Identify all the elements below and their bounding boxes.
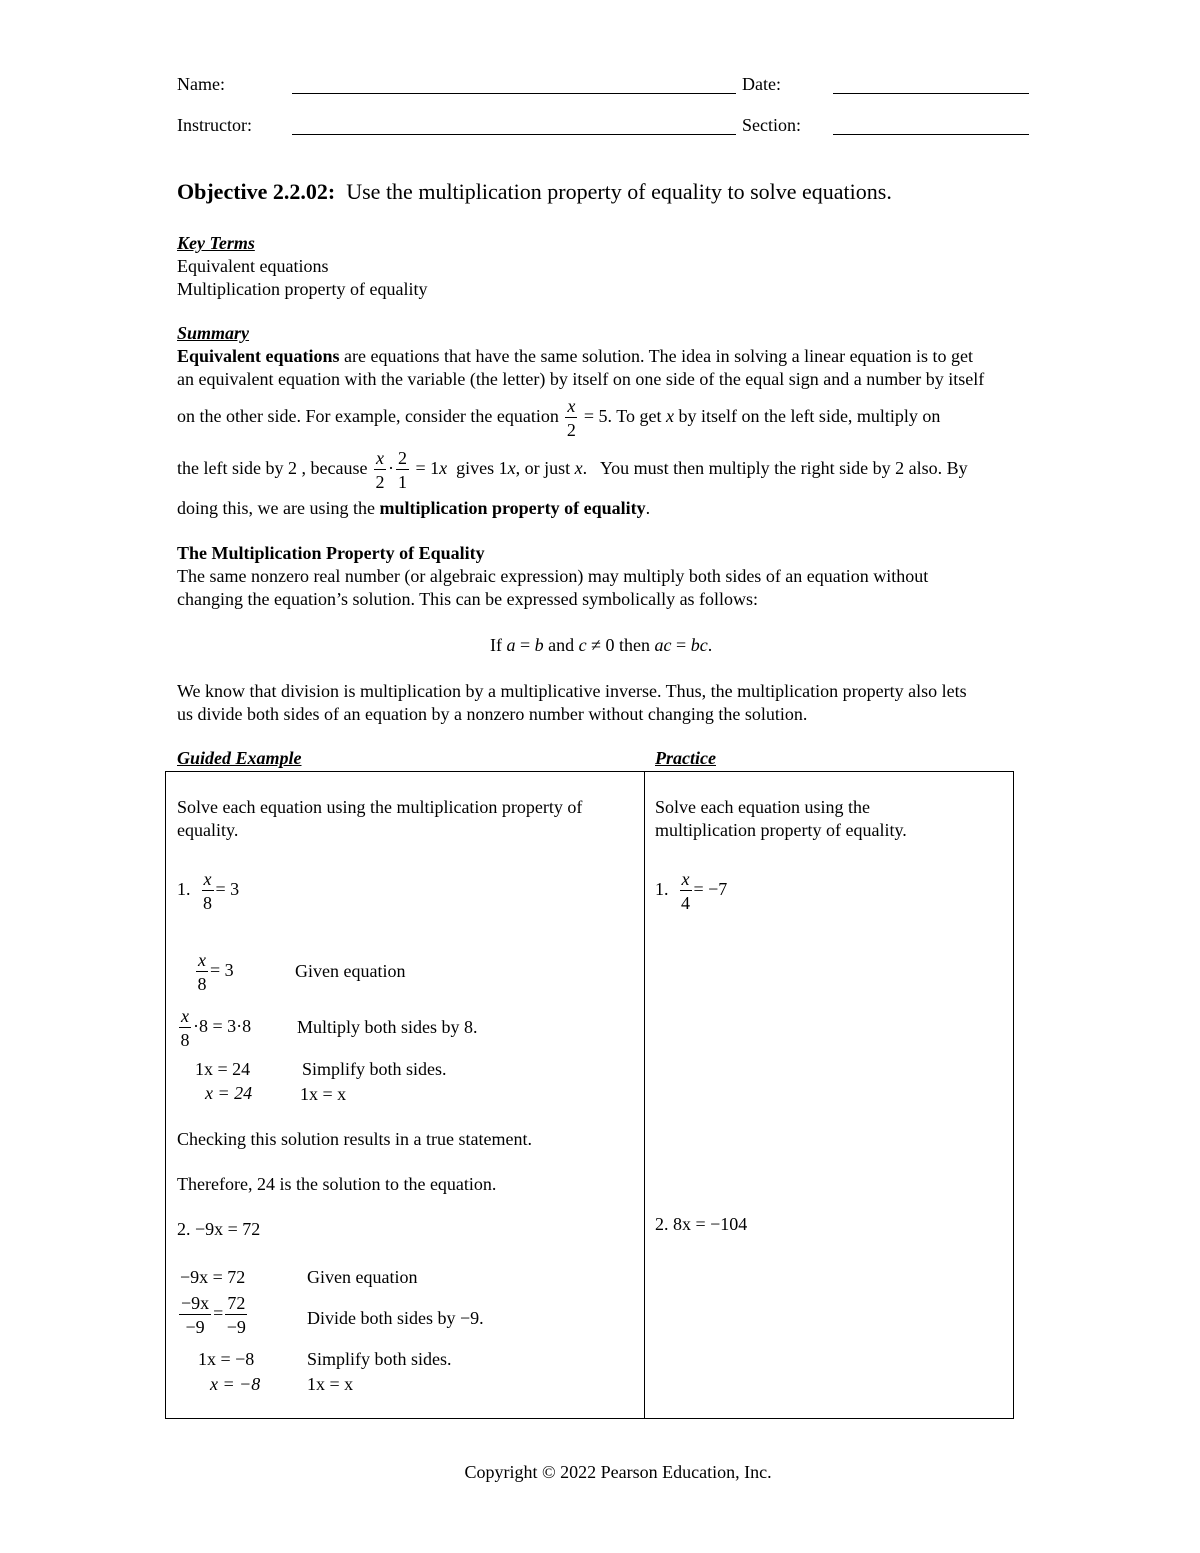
practice-intro-line-1: Solve each equation using the	[655, 797, 870, 817]
key-terms-heading: Key Terms	[177, 233, 255, 253]
frac-den: 2	[566, 420, 576, 440]
guided-step-5-note: Given equation	[307, 1267, 418, 1287]
frac-num: x	[198, 950, 206, 970]
summary-text: = 1	[415, 458, 440, 479]
practice-intro-line-2: multiplication property of equality.	[655, 820, 907, 840]
fraction-x-over-2	[374, 449, 386, 491]
division-para-line-1: We know that division is multiplication by a multiplicative inverse. Thus, the multiplication property also lets	[177, 681, 967, 701]
frac-num: x	[375, 448, 384, 468]
equation-rhs: = 3	[210, 960, 234, 981]
guided-step-2	[177, 1007, 251, 1049]
summary-heading: Summary	[177, 323, 250, 343]
formula-text: then	[619, 635, 651, 655]
fraction-x-over-4	[680, 870, 692, 912]
guided-check-text: Checking this solution results in a true statement.	[177, 1129, 532, 1149]
name-label: Name:	[177, 74, 225, 94]
guided-step-8: x = −8	[210, 1374, 261, 1394]
name-field[interactable]	[292, 93, 736, 94]
guided-step-7: 1x = −8	[198, 1349, 255, 1369]
period: .	[645, 498, 651, 518]
practice-heading: Practice	[655, 748, 716, 768]
formula-text: If	[490, 635, 502, 655]
instructor-field[interactable]	[292, 134, 736, 135]
guided-step-8-note: 1x = x	[307, 1374, 354, 1394]
frac-num: x	[203, 869, 212, 889]
summary-line-5	[177, 497, 650, 520]
frac-den: 8	[197, 974, 207, 994]
property-line-1: The same nonzero real number (or algebraic expression) may multiply both sides of an equation without	[177, 566, 929, 586]
guided-intro-line-1: Solve each equation using the multiplication property of	[177, 797, 583, 817]
summary-line-3	[177, 397, 940, 439]
division-para-line-2: us divide both sides of an equation by a nonzero number without changing the solution.	[177, 704, 808, 724]
frac-num: x	[181, 1006, 189, 1026]
formula-text: and	[548, 635, 575, 655]
practice-problem-1	[655, 870, 727, 912]
guided-intro-line-2: equality.	[177, 820, 239, 840]
equation-rhs: ·8 = 3·8	[193, 1016, 252, 1037]
objective	[177, 179, 892, 205]
guided-step-4: x = 24	[205, 1083, 253, 1103]
fraction-x-over-2	[565, 397, 577, 439]
summary-line-2: an equivalent equation with the variable (the letter) by itself on one side of the equal sign and a number by itself	[177, 369, 985, 389]
guided-step-7-note: Simplify both sides.	[307, 1349, 452, 1369]
fraction-x-over-8	[202, 870, 214, 912]
frac-den: 8	[203, 893, 212, 913]
objective-text: Use the multiplication property of equality to solve equations.	[346, 179, 892, 204]
guided-problem-2: 2. −9x = 72	[177, 1219, 261, 1239]
summary-text: gives 1	[456, 458, 508, 479]
guided-step-3: 1x = 24	[195, 1059, 251, 1079]
key-term-item: Multiplication property of equality	[177, 279, 428, 299]
guided-step-6-note: Divide both sides by −9.	[307, 1308, 484, 1328]
practice-answer-area-2[interactable]	[655, 1245, 1000, 1405]
guided-step-2-note: Multiply both sides by 8.	[297, 1017, 478, 1037]
fraction-x-over-8	[196, 951, 208, 993]
guided-problem-1	[177, 870, 239, 912]
summary-text: on the other side. For example, consider the equation	[177, 406, 559, 427]
key-term-item: Equivalent equations	[177, 256, 329, 276]
summary-line-4: the left side by 2 , because $\frac{x}{2}$ · $\frac{2}{1}$ = 1x gives 1x, or just x. You must then multiply the right side by 2 also. By	[177, 448, 968, 492]
guided-example-heading: Guided Example	[177, 748, 302, 768]
frac-num: x	[567, 396, 576, 416]
summary-text: You must then multiply the right side by 2 also. By	[599, 458, 968, 479]
summary-text: the left side by 2 , because	[177, 458, 368, 479]
frac-num: −9x	[181, 1293, 210, 1313]
frac-den: 8	[180, 1030, 190, 1050]
equation-rhs: = −7	[693, 879, 728, 900]
summary-text: by itself on the left side, multiply on	[678, 406, 941, 427]
variable-x: x	[665, 406, 674, 427]
practice-answer-area-1[interactable]	[655, 930, 1000, 1200]
summary-line-1	[177, 345, 973, 368]
frac-den: −9	[226, 1317, 246, 1337]
guided-therefore-text: Therefore, 24 is the solution to the equation.	[177, 1174, 497, 1194]
problem-number: 1.	[655, 879, 669, 900]
practice-problem-2: 2. 8x = −104	[655, 1214, 748, 1234]
frac-den: 4	[681, 893, 690, 913]
equation-rhs: = 3	[215, 879, 240, 900]
property-formula: If a = b and c ≠ 0 then ac = bc.	[490, 635, 713, 655]
summary-text: doing this, we are using the	[177, 498, 375, 518]
property-heading: The Multiplication Property of Equality	[177, 543, 485, 563]
objective-label: Objective 2.2.02:	[177, 179, 336, 204]
section-field[interactable]	[833, 134, 1029, 135]
guided-step-5: −9x = 72	[180, 1267, 246, 1287]
frac-den: 1	[397, 472, 407, 492]
copyright-footer: Copyright © 2022 Pearson Education, Inc.	[464, 1462, 772, 1482]
table-column-divider	[644, 771, 645, 1418]
fraction-72-over-neg9	[225, 1294, 247, 1336]
section-label: Section:	[742, 115, 801, 135]
guided-step-1-note: Given equation	[295, 961, 406, 981]
date-field[interactable]	[833, 93, 1029, 94]
summary-text: are equations that have the same solution. The idea in solving a linear equation is to get	[339, 346, 974, 366]
problem-number: 1.	[177, 879, 191, 900]
fraction-neg9x-over-neg9	[179, 1294, 211, 1336]
fraction-x-over-8	[179, 1007, 191, 1049]
guided-step-4-note: 1x = x	[300, 1084, 347, 1104]
fraction-2-over-1	[396, 449, 409, 491]
summary-text: = 5. To get	[583, 406, 662, 427]
summary-text: , or just	[515, 458, 571, 479]
frac-num: 72	[227, 1293, 246, 1313]
guided-step-6: $\frac{-9x}{-9}$ = $\frac{72}{-9}$	[181, 1293, 246, 1337]
property-line-2: changing the equation’s solution. This can be expressed symbolically as follows:	[177, 589, 759, 609]
guided-step-3-note: Simplify both sides.	[302, 1059, 447, 1079]
frac-den: 2	[375, 472, 385, 492]
term-equivalent-equations: Equivalent equations	[177, 346, 340, 366]
frac-num: 2	[397, 448, 407, 468]
term-multiplication-property: multiplication property of equality	[379, 498, 646, 518]
instructor-label: Instructor:	[177, 115, 252, 135]
guided-step-1	[194, 951, 234, 993]
date-label: Date:	[742, 74, 781, 94]
frac-den: −9	[185, 1317, 205, 1337]
frac-num: x	[681, 869, 690, 889]
